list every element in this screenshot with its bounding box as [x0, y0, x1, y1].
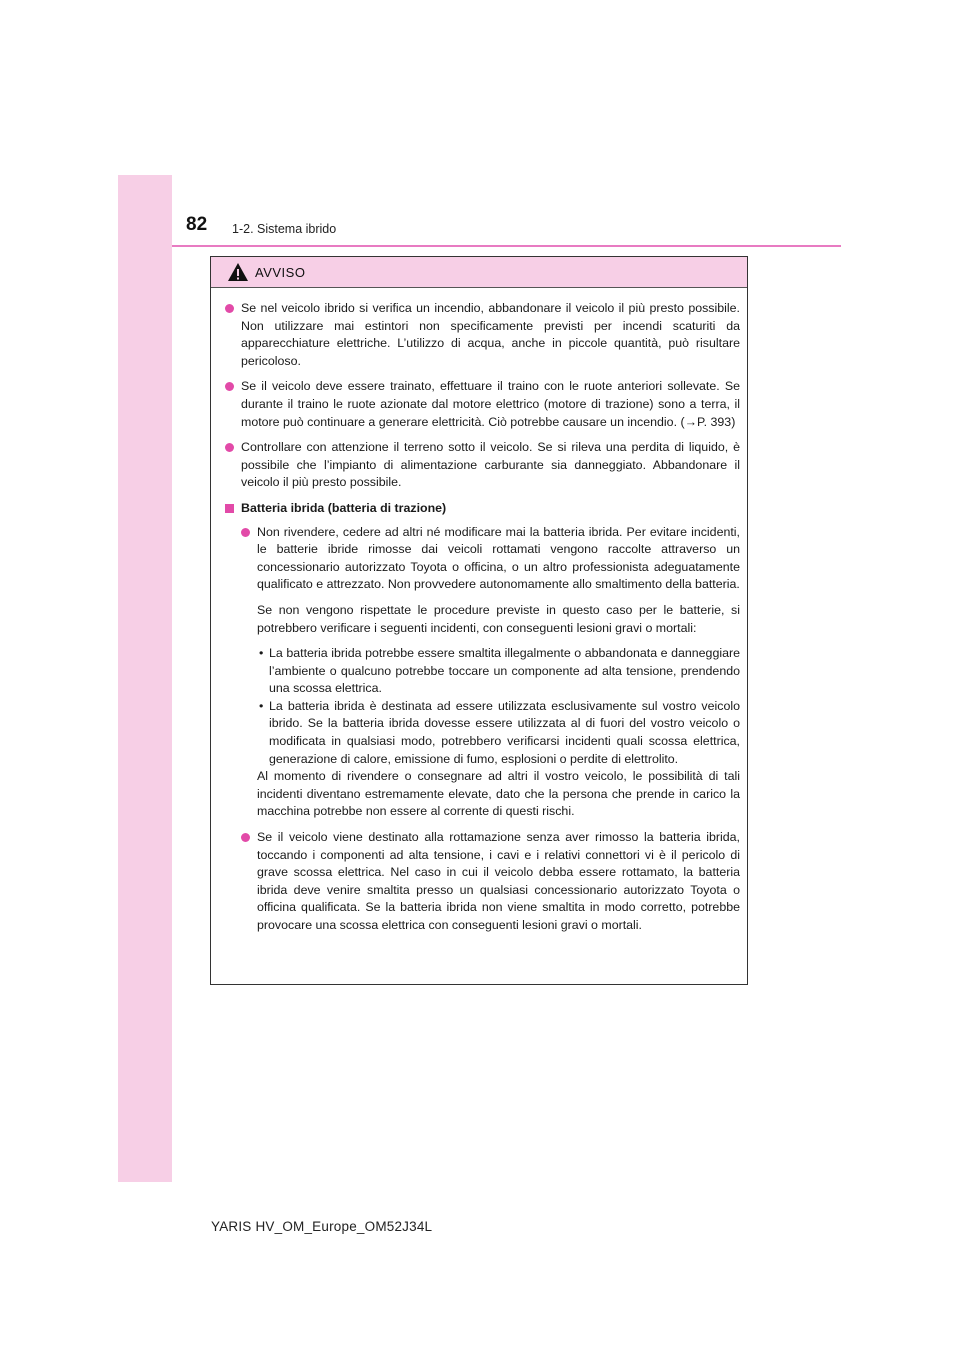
warning-triangle-icon: [227, 262, 249, 282]
battery-section: [239, 524, 740, 935]
warning-box: [210, 256, 748, 985]
square-bullet-icon: [225, 504, 234, 513]
round-bullet-icon: [241, 833, 250, 842]
warning-item-leak: Controllare con attenzione il terreno sotto il veicolo. Se si rileva una perdita di liquido, è possibile che l’impianto di alimentazione carburante sia danneggiato. Abbandonare il veicolo il più presto possibile.: [223, 439, 740, 492]
page-number: 82: [186, 214, 208, 235]
dot-bullet-icon: •: [259, 646, 264, 661]
warning-item-towing: Se il veicolo deve essere trainato, effettuare il traino con le ruote anteriori sollevate. Se durante il traino le ruote azionate dal motore elettrico (motore di trazione) sono a terra, il motore può continuare a generare elettricità. Ciò potrebbe causare un incendio. (→P. 393): [223, 378, 740, 431]
battery-heading: Batteria ibrida (batteria di trazione): [223, 500, 740, 518]
battery-item-resale: Non rivendere, cedere ad altri né modificare mai la batteria ibrida. Per evitare incidenti, le batterie ibride rimosse dai veicoli rottamati vengono raccolte attraverso un concessionario autorizzato Toyota o officina, o un altro professionista adeguatamente qualificato e attrezzato. Non provvedere autonomamente allo smaltimento della batteria.: [239, 524, 740, 594]
round-bullet-icon: [225, 443, 234, 452]
section-title: 1-2. Sistema ibrido: [232, 222, 337, 236]
round-bullet-icon: [225, 382, 234, 391]
battery-item-scrapping: Se il veicolo viene destinato alla rottamazione senza aver rimosso la batteria ibrida, toccando i componenti ad alta tensione, i cavi e i relativi connettori vi è il pericolo di grave scossa elettrica. Nel caso in cui il veicolo debba essere rottamato, la batteria ibrida deve venire smaltita presso un qualsiasi concessionario autorizzato Toyota o officina qualificata. Se la batteria ibrida non viene smaltita in modo corretto, potrebbe provocare una scossa elettrica con conseguenti lesioni gravi o mortali.: [239, 829, 740, 935]
round-bullet-icon: [225, 304, 234, 313]
warning-header: [211, 257, 747, 288]
header-rule: [172, 245, 841, 247]
footer-document-code: YARIS HV_OM_Europe_OM52J34L: [211, 1219, 433, 1234]
round-bullet-icon: [241, 528, 250, 537]
warning-body: [211, 288, 747, 935]
side-margin-band: [118, 175, 172, 1182]
battery-paragraph-risk: Al momento di rivendere o consegnare ad altri il vostro veicolo, le possibilità di tali incidenti diventano estremamente elevate, dato che la persona che prende in carico la macchina potrebbe non essere al corrente di questi rischi.: [257, 769, 740, 819]
warning-title: AVVISO: [255, 264, 306, 280]
battery-dot-item: • La batteria ibrida è destinata ad essere utilizzata esclusivamente sul vostro veicolo ibrido. Se la batteria ibrida dovesse essere utilizzata al di fuori del vostro veicolo o modificata in qualsiasi modo, potrebbero verificarsi incidenti quali scossa elettrica, generazione di calore, emissione di fumo, esplosioni o perdite di elettrolito.: [259, 698, 740, 766]
battery-dot-item: • La batteria ibrida potrebbe essere smaltita illegalmente o abbandonata e danneggiare l’ambiente o qualcuno potrebbe toccare un componente ad alta tensione, prendendo una scossa elettrica.: [259, 646, 740, 696]
warning-item-fire: Se nel veicolo ibrido si verifica un incendio, abbandonare il veicolo il più presto possibile. Non utilizzare mai estintori non specificamente previsti per incendi scaturiti da apparecchiature elettriche. L’utilizzo di acqua, anche in piccole quantità, può risultare pericoloso.: [223, 300, 740, 370]
dot-bullet-icon: •: [259, 698, 264, 713]
battery-paragraph: Se non vengono rispettate le procedure previste in questo caso per le batterie, si potrebbero verificare i seguenti incidenti, con conseguenti lesioni gravi o mortali:: [257, 602, 740, 635]
